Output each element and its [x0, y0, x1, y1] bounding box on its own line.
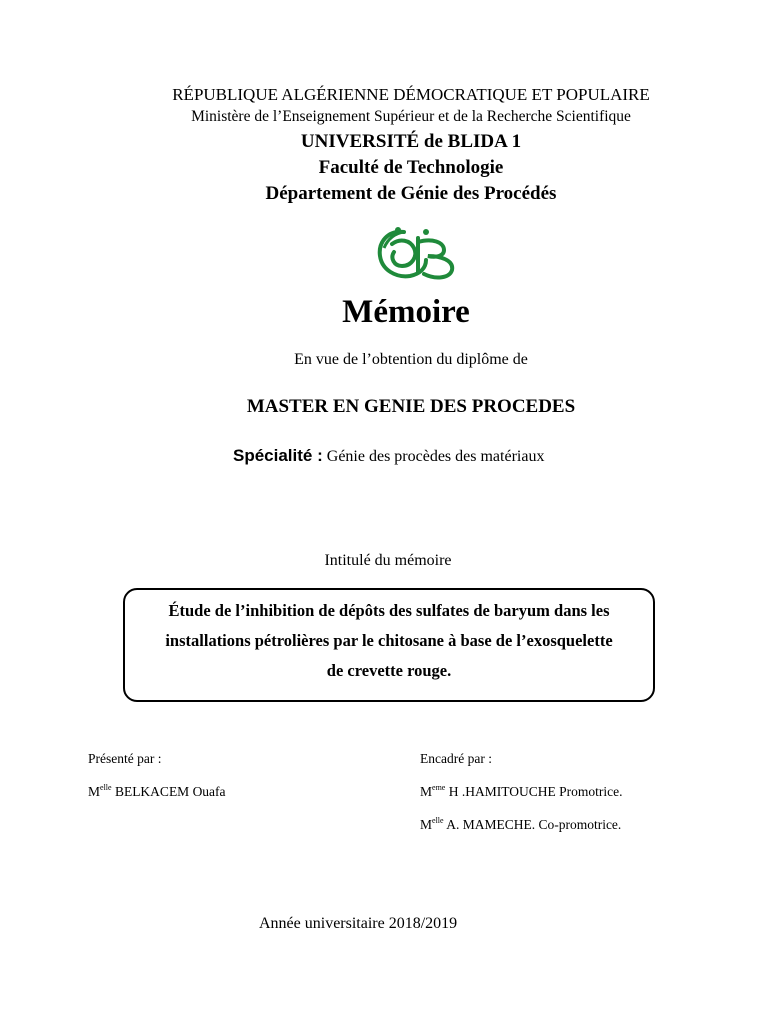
supervised-by-label: Encadré par : [420, 751, 492, 766]
title-superscript: eme [432, 783, 446, 792]
copromoter-name-text: A. MAMECHE. Co-promotrice. [443, 817, 622, 832]
faculty-heading: Faculté de Technologie [318, 157, 504, 178]
title-prefix: M [88, 784, 101, 799]
thesis-title-label: Intitulé du mémoire [324, 552, 452, 569]
promoter-name-text: H .HAMITOUCHE Promotrice. [445, 784, 623, 799]
obtention-line: En vue de l’obtention du diplôme de [294, 351, 528, 368]
student-name-text: BELKACEM Ouafa [111, 784, 226, 799]
ministry-heading: Ministère de l’Enseignement Supérieur et de la Recherche Scientifique [191, 108, 631, 125]
republic-heading: RÉPUBLIQUE ALGÉRIENNE DÉMOCRATIQUE ET POPULAIRE [172, 85, 650, 104]
title-superscript: elle [432, 816, 444, 825]
presented-by-label: Présenté par : [88, 751, 162, 766]
thesis-title-line: Étude de l’inhibition de dépôts des sulfates de baryum dans les [168, 601, 610, 620]
promoter-name [420, 783, 622, 800]
specialty-value: Génie des procèdes des matériaux [322, 448, 545, 465]
document-type-title: Mémoire [342, 294, 470, 330]
thesis-title [129, 596, 649, 686]
specialty-label: Spécialité : [233, 446, 323, 465]
specialty-line [233, 446, 544, 466]
title-prefix: M [420, 817, 433, 832]
thesis-title-line: installations pétrolières par le chitosane à base de l’exosquelette [165, 631, 613, 650]
student-name [88, 783, 226, 800]
title-prefix: M [420, 784, 433, 799]
copromoter-name [420, 816, 621, 833]
degree-title: MASTER EN GENIE DES PROCEDES [246, 396, 576, 417]
academic-year: Année universitaire 2018/2019 [259, 915, 458, 932]
university-blida-logo [374, 224, 460, 286]
title-superscript: elle [100, 783, 112, 792]
department-heading: Département de Génie des Procédés [265, 183, 557, 204]
university-heading: UNIVERSITÉ de BLIDA 1 [300, 131, 522, 152]
thesis-title-line: de crevette rouge. [326, 661, 452, 680]
thesis-title-box [123, 588, 655, 702]
